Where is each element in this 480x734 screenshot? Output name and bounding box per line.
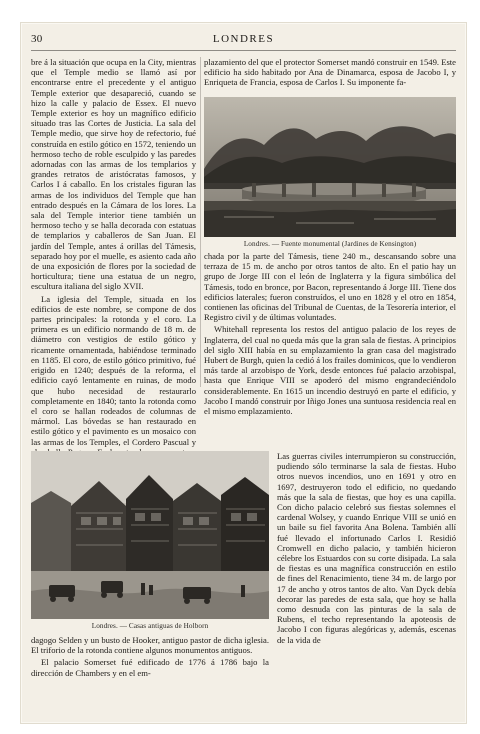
paragraph: Las guerras civiles interrumpieron su construcción, pudiendo sólo terminarse la sala de fiestas. Hubo otros nuevos incendios, uno en 1691 y otro en 1697, destruyeron todo el edificio, no quedando más que la sala de fiestas, que hoy es una capilla. Con dicho palacio celebró sus fiestas solemnes el cardenal Wolsey, y cuando Enrique VIII se unió en un baile su fiel favorita Ana Bolena. También allí fué llevado el infortunado Carlos I. Residió Cromwell en dicho palacio, y también hicieron célebre los Estuardos con su corte disipada. La sala de fiestas es una magnífica construcción en estilo de fines del Renacimiento, tiene 34 m. de largo por 17 de ancho y otros tantos de alto. Van Dyck debía decorar las paredes de esta sala, que hoy se halla como desnuda con las pinturas de la sala de Rubens, el techo representando la apoteosis de Jacobo I con figuras alegóricas y, además, escenas de la vida de bbox=[277, 451, 456, 645]
paragraph: La iglesia del Temple, situada en los edificios de este nombre, se compone de dos partes principales: la rotonda y el coro. La primera es un edificio normando de 18 m. de diámetro con vestigios de estilo gótico y ricamente ornamentada, habiéndose terminado en 1185. El coro, de estilo gótico primitivo, fué erigido en 1240; después de la reforma, el edificio cayó lentamente en ruinas, de modo que hubo necesidad de restaurarlo completamente en 1840; tanto la rotonda como el coro se hallan rodeados de columnas de mármol. Las bóvedas se han restaurado en estilo gótico y el pavimento es un mosaico con las armas de los Temples, el Cordero Pascual y bbox=[31, 293, 196, 447]
running-title: LONDRES bbox=[212, 33, 275, 45]
photo-holborn bbox=[31, 451, 269, 619]
photo-fountain bbox=[204, 97, 456, 237]
figure-fountain bbox=[204, 97, 456, 248]
book-page bbox=[20, 22, 467, 724]
figure-caption: Londres. — Fuente monumental (Jardines de Kensington) bbox=[243, 240, 417, 248]
text-column-bottom-left bbox=[31, 635, 269, 713]
text-column-right-top bbox=[204, 57, 456, 93]
fountain-engraving bbox=[204, 97, 456, 237]
column-divider bbox=[200, 57, 201, 387]
text-column-left bbox=[31, 57, 196, 447]
paragraph: Whitehall representa los restos del antiguo palacio de los reyes de Inglaterra, del cual no queda más que la gran sala de fiestas. A principios del siglo XIII había en su emplazamiento la gran casa del magistrado Hubert de Burgh, quien la cedió á los frailes dominicos, que lo vendieron más tarde al arzobispo de York, desde entonces fué palacio arzobispal, hasta que Enrique VIII se apoderó del mismo engrandeciéndolo considerablemente. En 1615 un incendio destruyó en parte el edificio, y Jacobo I mandó construir por Iñigo Jones una suntuosa residencia real en el mismo emplazamiento. bbox=[204, 324, 456, 417]
header-rule bbox=[31, 50, 456, 51]
text-column-middle bbox=[204, 251, 456, 451]
paragraph: dagogo Selden y un busto de Hooker, antiguo pastor de dicha iglesia. El triforio de la rotonda contiene algunos monumentos antiguos. bbox=[31, 635, 269, 656]
page-number: 30 bbox=[31, 33, 43, 45]
paragraph: chada por la parte del Támesis, tiene 240 m., descansando sobre una terraza de 15 m. de ancho por otros tantos de alto. En el patio hay un grupo de Jorge III con el león de Inglaterra y la figura simbólica del Támesis, todo en bronce, por Bacon, representando á Jorge III. Tiene dos edificios laterales; fueron construídos, el uno en 1828 y el otro en 1854, contienen las oficinas del Tribunal de Cuentas, de la Tesorería interior, el Registro civil y de últimas voluntades. bbox=[204, 251, 456, 323]
figure-holborn bbox=[31, 451, 269, 630]
paragraph: plazamiento del que el protector Somerset mandó construir en 1549. Este edificio ha sido habitado por Ana de Dinamarca, esposa de Jacobo I, y Enriqueta de Francia, esposa de Carlos I. Su imponente fa- bbox=[204, 57, 456, 88]
figure-caption: Londres. — Casas antiguas de Holborn bbox=[91, 622, 209, 630]
holborn-engraving bbox=[31, 451, 269, 619]
text-column-right-bottom bbox=[277, 451, 456, 713]
paragraph: bre á la situación que ocupa en la City, mientras que el Temple medio se llamó así por encontrarse entre el precedente y el antiguo Temple exterior que desapareció, cuando se hizo la calle y palacio de Essex. El nuevo Temple exterior es hoy un magnífico edificio situado tras las Cortes de Justicia. La sala del Temple medio, que sirve hoy de refectorio, fué construída en estilo gótico en 1572, teniendo un hermoso techo de roble esculpido y las paredes adornadas con las armas de los templarios y grandes retratos de aristócratas famosos, y Carlos I á caballo. En los cristales figuran las armas de los individuos del Temple que han entrado después en la Cámara de los lores. La sala del Temple interior tiene también un hermoso techo y se halla decorada con estatuas de templarios y caballeros de San Juan. El jardín del Temple, antes á orillas del Támesis, separado hoy por el muelle, es asiento cada año de una exposición de flores por la sociedad de horticultura; tiene una estatua de un negro, escultura italiana del siglo XVII. bbox=[31, 57, 196, 292]
paragraph: El palacio Somerset fué edificado de 1776 á 1786 bajo la dirección de Chambers y en el em- bbox=[31, 657, 269, 678]
